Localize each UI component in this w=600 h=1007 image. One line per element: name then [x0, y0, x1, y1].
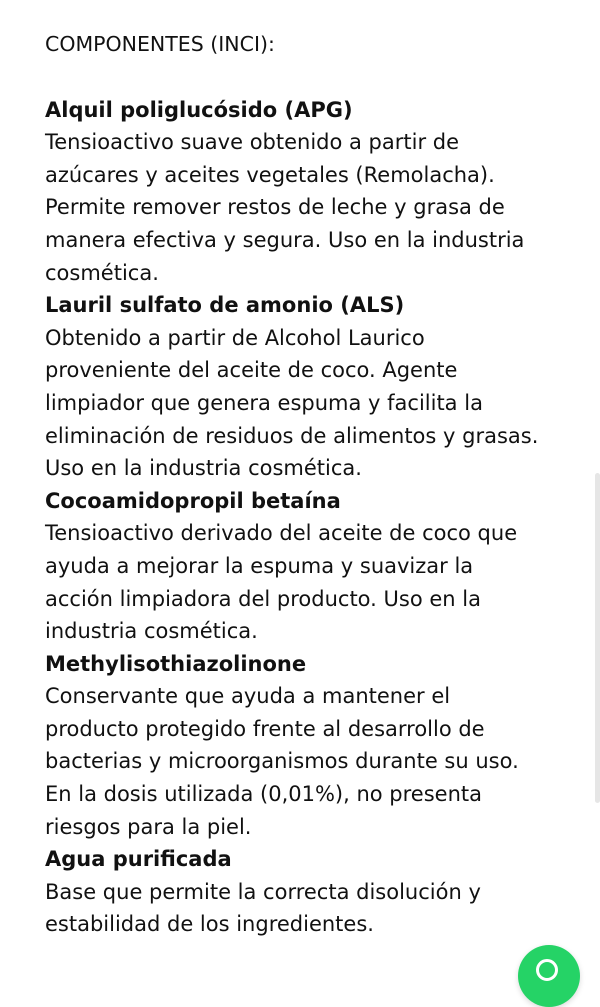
ingredient-name: Cocoamidopropil betaína — [45, 488, 341, 513]
ingredient-name: Methylisothiazolinone — [45, 651, 307, 676]
ingredient-name: Agua purificada — [45, 847, 232, 872]
ingredient-name: Alquil poliglucósido (APG) — [45, 97, 353, 122]
ingredient-item — [45, 289, 545, 485]
ingredient-item — [45, 648, 545, 844]
ingredient-description: Tensioactivo derivado del aceite de coco que ayuda a mejorar la espuma y suavizar la acción limpiadora del producto. Uso en la industria cosmética. — [45, 521, 518, 644]
ingredient-item — [45, 843, 545, 941]
ingredient-item — [45, 94, 545, 290]
ingredient-description: Conservante que ayuda a mantener el producto protegido frente al desarrollo de bacterias y microorganismos durante su uso. En la dosis utilizada (0,01%), no presenta riesgos para la piel. — [45, 684, 519, 839]
ingredient-description: Tensioactivo suave obtenido a partir de azúcares y aceites vegetales (Remolacha). Permite remover restos de leche y grasa de manera efectiva y segura. Uso en la industria cosmética. — [45, 130, 525, 285]
whatsapp-icon — [536, 959, 558, 981]
scrollbar[interactable] — [595, 473, 600, 803]
ingredient-name: Lauril sulfato de amonio (ALS) — [45, 293, 405, 318]
whatsapp-button[interactable] — [518, 945, 580, 1007]
ingredient-item — [45, 485, 545, 648]
ingredient-description: Base que permite la correcta disolución y estabilidad de los ingredientes. — [45, 879, 481, 937]
ingredients-section — [45, 28, 545, 941]
section-heading: COMPONENTES (INCI): — [45, 32, 275, 56]
ingredient-description: Obtenido a partir de Alcohol Laurico proveniente del aceite de coco. Agente limpiador que genera espuma y facilita la eliminación de residuos de alimentos y grasas. Uso en la industria cosmética. — [45, 325, 539, 481]
